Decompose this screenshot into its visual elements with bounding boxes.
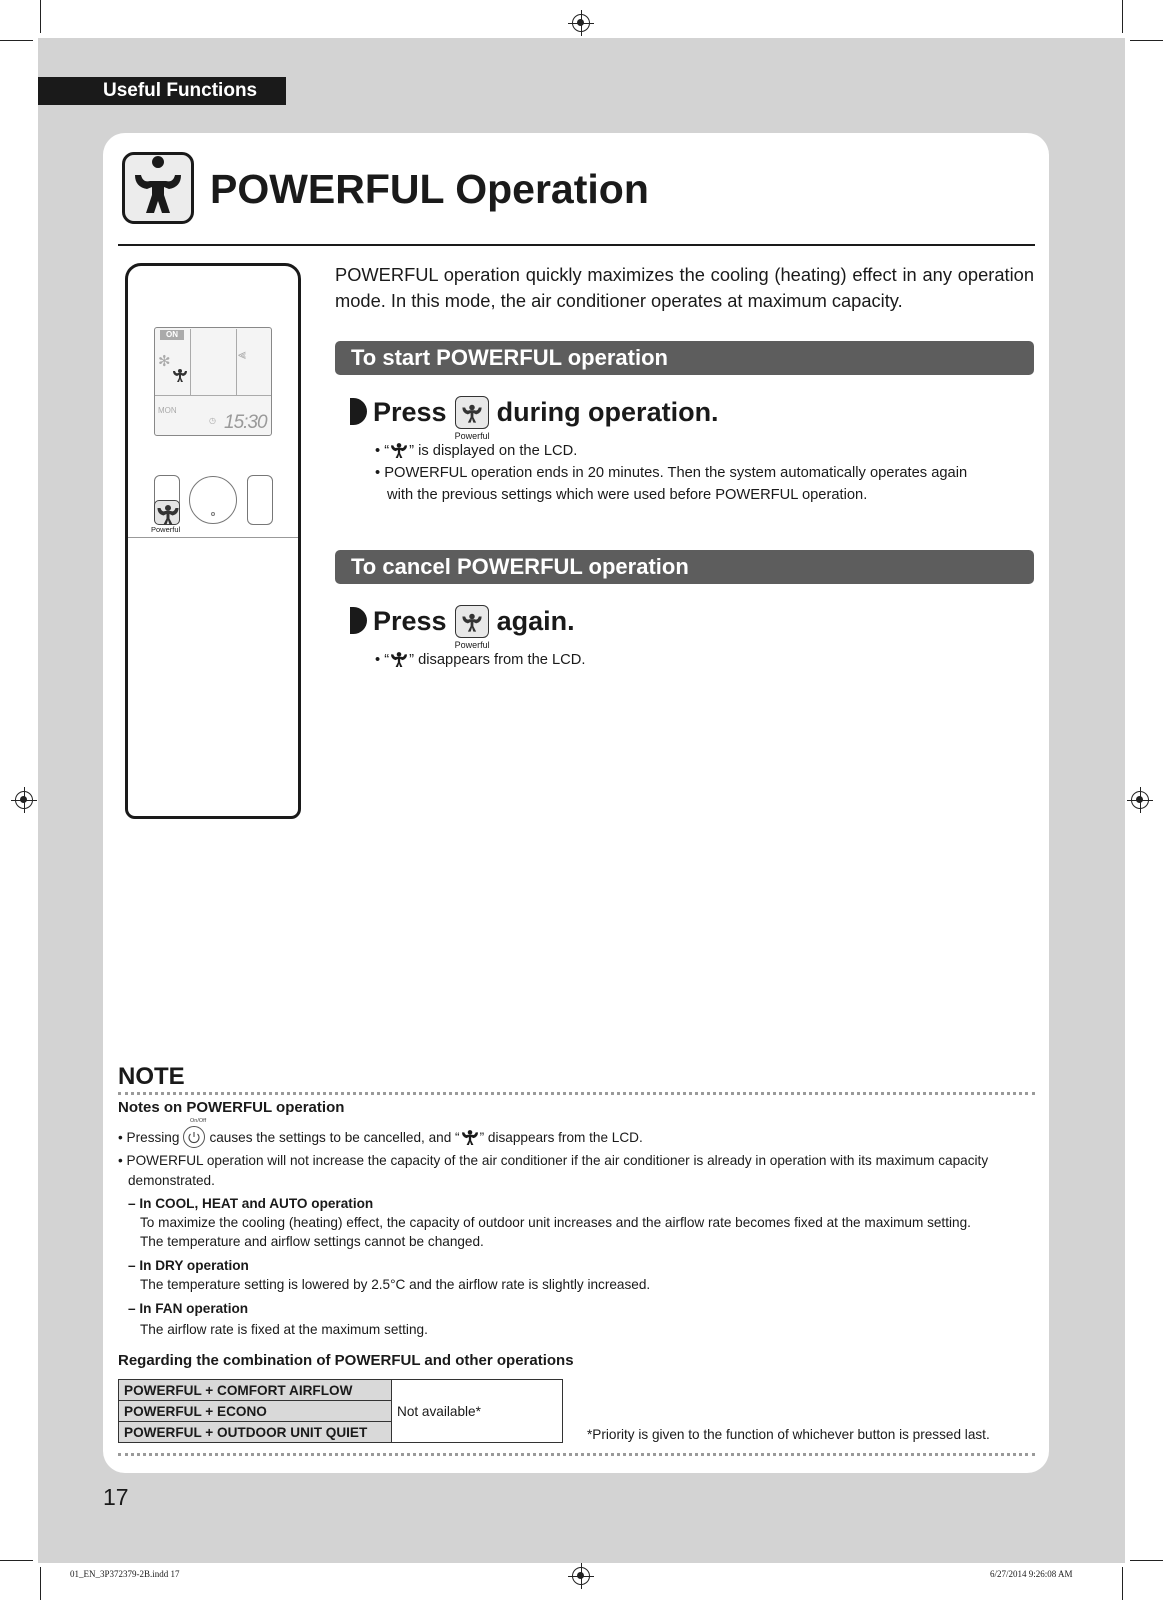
note-item-2-cont: demonstrated. xyxy=(128,1173,215,1188)
lcd-divider xyxy=(236,329,237,395)
table-row xyxy=(119,1380,563,1401)
powerful-button[interactable] xyxy=(454,605,490,650)
registration-mark-icon xyxy=(15,791,33,809)
crop-mark xyxy=(1122,0,1123,33)
print-slug-date: 6/27/2014 9:26:08 AM xyxy=(990,1569,1073,1579)
start-bullet-2-cont: with the previous settings which were used before POWERFUL operation. xyxy=(387,487,868,503)
note-subheading: Notes on POWERFUL operation xyxy=(118,1099,345,1116)
section-tab: Useful Functions xyxy=(38,77,286,105)
page-number: 17 xyxy=(103,1484,129,1510)
indicator-lamp-icon xyxy=(211,512,215,516)
step-marker-icon xyxy=(350,607,367,634)
lcd-divider xyxy=(190,329,191,395)
table-cell: Not available* xyxy=(392,1380,563,1443)
remote-divider xyxy=(128,537,298,538)
press-word: Press xyxy=(373,606,447,636)
note-item-1: • Pressing causes the settings to be cancelled, and “ ” disappears from the LCD. xyxy=(118,1126,643,1151)
registration-mark-icon xyxy=(572,1567,590,1585)
start-bullet-1: • “ ” is displayed on the LCD. xyxy=(375,440,577,465)
press-suffix: again. xyxy=(496,606,575,636)
powerful-icon xyxy=(172,368,188,387)
onoff-button-label: On/Off xyxy=(190,1118,207,1124)
footnote: *Priority is given to the function of whichever button is pressed last. xyxy=(587,1427,990,1442)
remote-button-right[interactable] xyxy=(247,475,273,525)
powerful-button-label: Powerful xyxy=(454,640,490,650)
powerful-button[interactable] xyxy=(454,396,490,441)
dotted-rule xyxy=(118,1092,1035,1095)
clock-icon: ◷ xyxy=(209,416,216,425)
lcd-day: MON xyxy=(158,406,177,415)
combination-table xyxy=(118,1379,563,1443)
crop-mark xyxy=(40,0,41,33)
print-slug-file: 01_EN_3P372379-2B.indd 17 xyxy=(70,1569,180,1579)
note-heading: NOTE xyxy=(118,1063,185,1090)
start-heading: To start POWERFUL operation xyxy=(335,341,1034,375)
crop-mark xyxy=(1130,40,1163,41)
table-cell: POWERFUL + COMFORT AIRFLOW xyxy=(119,1380,392,1401)
mode-title-dry: – In DRY operation xyxy=(128,1258,249,1273)
lcd-time: 15:30 xyxy=(224,412,267,433)
onoff-button[interactable] xyxy=(183,1126,205,1148)
crop-mark xyxy=(0,1560,33,1561)
mode-title-cool: – In COOL, HEAT and AUTO operation xyxy=(128,1196,374,1211)
cancel-heading: To cancel POWERFUL operation xyxy=(335,550,1034,584)
registration-mark-icon xyxy=(572,14,590,32)
table-cell: POWERFUL + OUTDOOR UNIT QUIET xyxy=(119,1422,392,1443)
mode-title-fan: – In FAN operation xyxy=(128,1301,249,1316)
mode-text: The airflow rate is fixed at the maximum setting. xyxy=(140,1322,428,1337)
powerful-icon xyxy=(389,651,409,674)
powerful-icon xyxy=(460,1129,480,1151)
mode-text: The temperature setting is lowered by 2.5°C and the airflow rate is slightly increased. xyxy=(140,1277,651,1292)
cancel-bullet-1: • “ ” disappears from the LCD. xyxy=(375,649,585,674)
table-cell: POWERFUL + ECONO xyxy=(119,1401,392,1422)
snowflake-icon: ✻ xyxy=(158,353,171,370)
crop-mark xyxy=(1130,1560,1163,1561)
mode-text: To maximize the cooling (heating) effect, the capacity of outdoor unit increases and the airflow rate becomes fixed at the maximum setting. xyxy=(140,1215,971,1230)
lcd-on-indicator: ON xyxy=(160,330,184,340)
crop-mark xyxy=(1122,1567,1123,1600)
press-word: Press xyxy=(373,397,447,427)
note-item-2: • POWERFUL operation will not increase the capacity of the air conditioner if the air conditioner is already in operation with its maximum capacity xyxy=(118,1153,989,1168)
page-title: POWERFUL Operation xyxy=(210,166,649,212)
intro-paragraph: POWERFUL operation quickly maximizes the cooling (heating) effect in any operation mode. In this mode, the air conditioner operates at maximum capacity. xyxy=(335,264,1034,311)
step-marker-icon xyxy=(350,398,367,425)
crop-mark xyxy=(0,40,33,41)
powerful-icon xyxy=(122,152,194,224)
combination-heading: Regarding the combination of POWERFUL and other operations xyxy=(118,1352,574,1369)
start-bullet-2: • POWERFUL operation ends in 20 minutes. Then the system automatically operates again xyxy=(375,465,968,481)
start-instruction xyxy=(350,392,719,441)
remote-powerful-button[interactable] xyxy=(154,500,180,525)
dotted-rule xyxy=(118,1453,1035,1456)
powerful-button-label: Powerful xyxy=(454,431,490,441)
remote-button-label: Powerful xyxy=(151,525,181,534)
mode-text: The temperature and airflow settings cannot be changed. xyxy=(140,1234,484,1249)
press-suffix: during operation. xyxy=(496,397,719,427)
lcd-divider xyxy=(155,395,271,396)
remote-onoff-button[interactable] xyxy=(189,476,237,524)
registration-mark-icon xyxy=(1131,791,1149,809)
crop-mark xyxy=(40,1567,41,1600)
fan-icon: ⫷ xyxy=(238,346,246,362)
cancel-instruction xyxy=(350,601,575,650)
title-rule xyxy=(118,244,1035,246)
